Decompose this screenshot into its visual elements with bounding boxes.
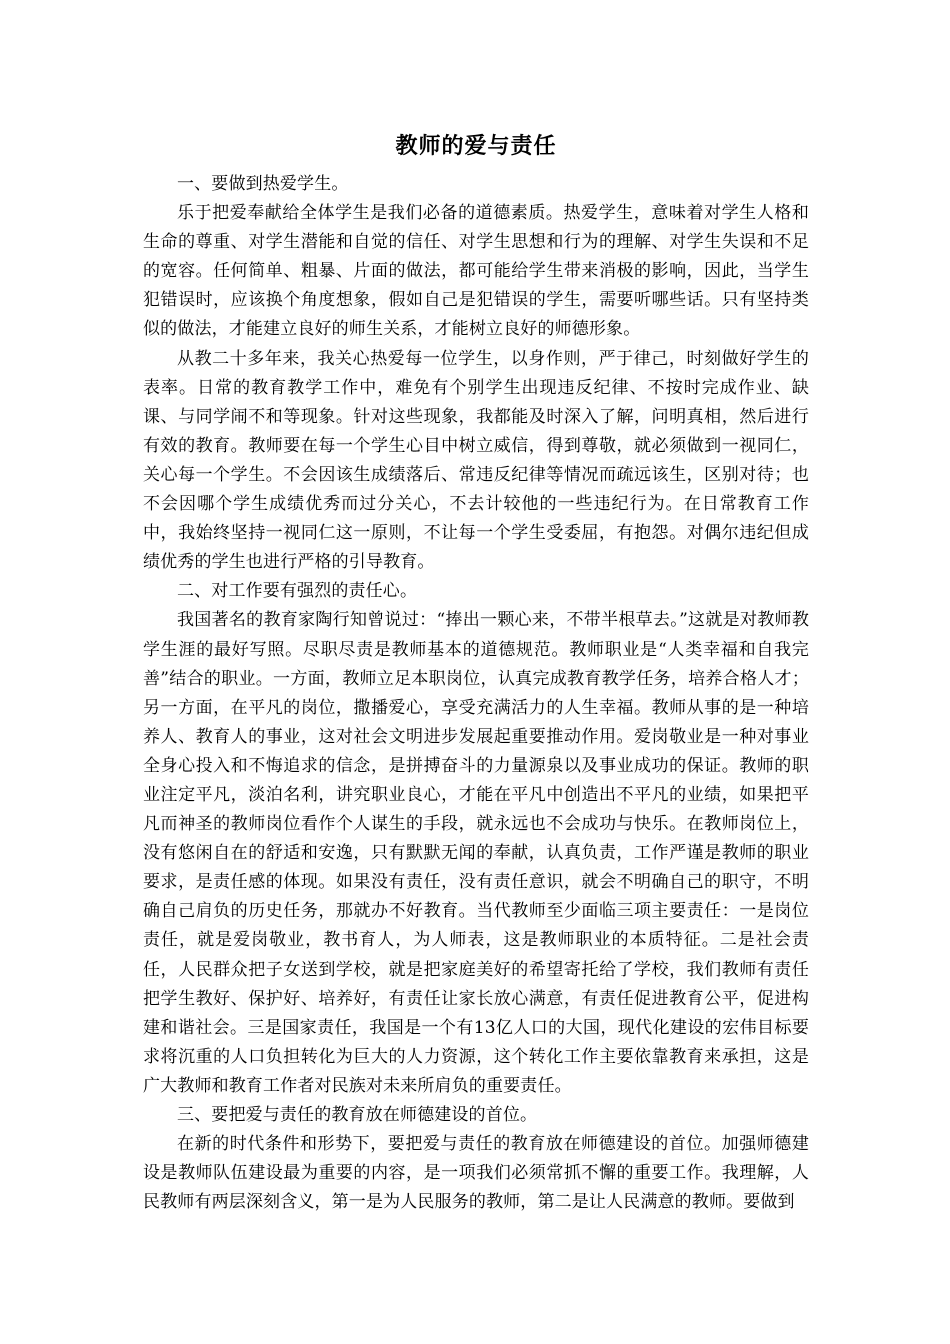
section-heading-3: 三、要把爱与责任的教育放在师德建设的首位。 (177, 1105, 538, 1125)
document-body (143, 132, 809, 1217)
paragraph: 乐于把爱奉献给全体学生是我们必备的道德素质。热爱学生，意味着对学生人格和生命的尊重、对学生潜能和自觉的信任、对学生思想和行为的理解、对学生失误和不足的宽容。任何简单、粗暴、片面的做法，都可能给学生带来消极的影响，因此，当学生犯错误时，应该换个角度想象，假如自己是犯错误的学生，需要听哪些话。只有坚持类似的做法，才能建立良好的师生关系，才能树立良好的师德形象。 (143, 203, 809, 340)
paragraph: 从教二十多年来，我关心热爱每一位学生，以身作则，严于律己，时刻做好学生的表率。日常的教育教学工作中，难免有个别学生出现违反纪律、不按时完成作业、缺课、与同学闹不和等现象。针对这些现象，我都能及时深入了解，问明真相，然后进行有效的教育。教师要在每一个学生心目中树立威信，得到尊敬，就必须做到一视同仁，关心每一个学生。不会因该生成绩落后、常违反纪律等情况而疏远该生，区别对待；也不会因哪个学生成绩优秀而过分关心，不去计较他的一些违纪行为。在日常教育工作中，我始终坚持一视同仁这一原则，不让每一个学生受委屈，有抱怨。对偶尔违纪但成绩优秀的学生也进行严格的引导教育。 (143, 348, 809, 573)
document-title: 教师的爱与责任 (395, 134, 557, 159)
paragraph: 在新的时代条件和形势下，要把爱与责任的教育放在师德建设的首位。加强师德建设是教师队伍建设最为重要的内容，是一项我们必须常抓不懈的重要工作。我理解，人民教师有两层深刻含义，第一是为人民服务的教师，第二是让人民满意的教师。要做到 (143, 1134, 809, 1213)
section-heading-1: 一、要做到热爱学生。 (177, 174, 349, 194)
section-heading-2: 二、对工作要有强烈的责任心。 (177, 581, 418, 602)
paragraph: 我国著名的教育家陶行知曾说过：“捧出一颗心来，不带半根草去。”这就是对教师教学生涯的最好写照。尽职尽责是教师基本的道德规范。教师职业是“人类幸福和自我完善”结合的职业。一方面，教师立足本职岗位，认真完成教育教学任务，培养合格人才；另一方面，在平凡的岗位，撒播爱心，享受充满活力的人生幸福。教师从事的是一种培养人、教育人的事业，这对社会文明进步发展起重要推动作用。爱岗敬业是一种对事业全身心投入和不悔追求的信念，是拼搏奋斗的力量源泉以及事业成功的保证。教师的职业注定平凡，淡泊名利，讲究职业良心，才能在平凡中创造出不平凡的业绩，如果把平凡而神圣的教师岗位看作个人谋生的手段，就永远也不会成功与快乐。在教师岗位上，没有悠闲自在的舒适和安逸，只有默默无闻的奉献，认真负责，工作严谨是教师的职业要求，是责任感的体现。如果没有责任，没有责任意识，就会不明确自己的职守，不明确自己肩负的历史任务，那就办不好教育。当代教师至少面临三项主要责任：一是岗位责任，就是爱岗敬业，教书育人，为人师表，这是教师职业的本质特征。二是社会责任，人民群众把子女送到学校，就是把家庭美好的希望寄托给了学校，我们教师有责任把学生教好、保护好、培养好，有责任让家长放心满意，有责任促进教育公平，促进构建和谐社会。三是国家责任，我国是一个有13亿人口的大国，现代化建设的宏伟目标要求将沉重的人口负担转化为巨大的人力资源，这个转化工作主要依靠教育来承担，这是广大教师和教育工作者对民族对未来所肩负的重要责任。 (143, 610, 809, 1096)
